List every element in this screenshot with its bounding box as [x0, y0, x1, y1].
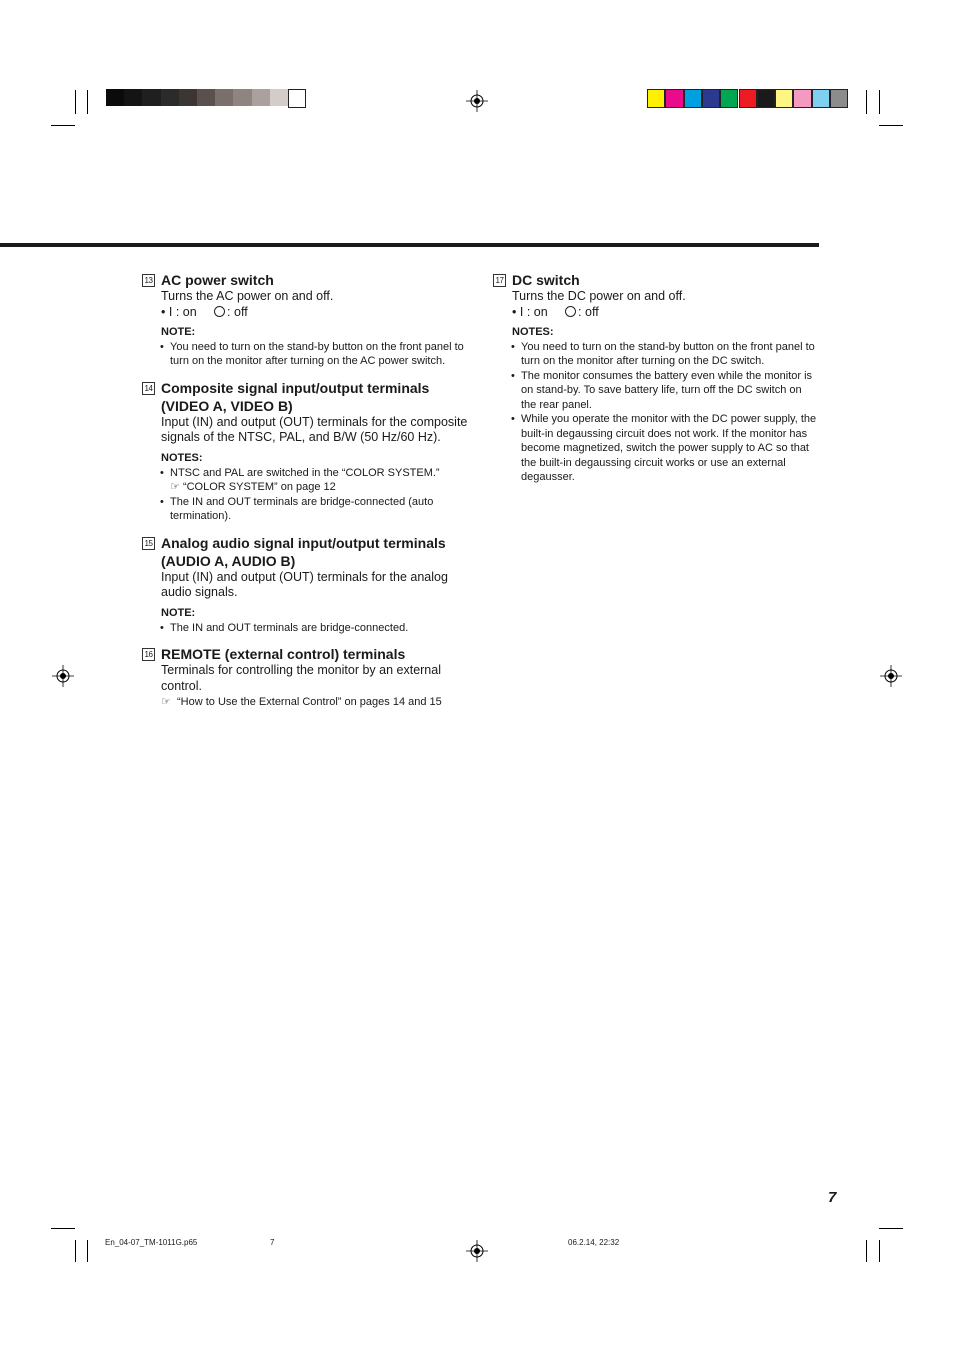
off-circle-icon	[214, 306, 225, 317]
page-number: 7	[828, 1189, 837, 1206]
note-text: NTSC and PAL are switched in the “COLOR SYSTEM.”	[170, 466, 440, 479]
color-swatch	[106, 89, 124, 106]
section-body: Terminals for controlling the monitor by an external control.	[161, 663, 441, 693]
item-number-icon: 16	[142, 648, 155, 661]
heading-text: AC power switch	[161, 272, 274, 288]
heading-text: Analog audio signal input/output terminals (AUDIO A, AUDIO B)	[161, 534, 446, 569]
crop-mark	[879, 1228, 903, 1229]
note-item: • The monitor consumes the battery even while the monitor is on stand-by. To save battery life, turn off the DC switch on the rear panel.	[521, 369, 819, 413]
registration-mark-icon	[52, 665, 74, 687]
color-swatch	[161, 89, 179, 106]
reference-link[interactable]: “COLOR SYSTEM” on page 12	[182, 481, 336, 493]
on-off-legend	[493, 305, 823, 320]
off-label: : off	[578, 304, 599, 319]
color-swatch	[215, 89, 233, 106]
section-remote-terminals	[142, 645, 472, 710]
section-heading	[493, 271, 823, 289]
section-heading	[142, 379, 472, 415]
section-body: Input (IN) and output (OUT) terminals for the composite signals of the NTSC, PAL, and B/W (50 Hz/60 Hz).	[161, 414, 468, 444]
color-swatch	[197, 89, 215, 106]
note-list	[142, 466, 472, 524]
right-column	[493, 271, 823, 485]
heading-text: Composite signal input/output terminals (VIDEO A, VIDEO B)	[161, 379, 430, 414]
color-swatch	[757, 89, 775, 108]
reference-line	[170, 481, 336, 493]
section-dc-switch	[493, 271, 823, 485]
on-off-legend	[142, 305, 472, 320]
section-body: Turns the DC power on and off.	[512, 289, 686, 303]
color-swatch	[665, 89, 683, 108]
color-swatch	[812, 89, 830, 108]
note-label: NOTE:	[161, 606, 196, 619]
footer-date: 06.2.14, 22:32	[568, 1238, 620, 1247]
off-label: : off	[227, 304, 248, 319]
section-audio-terminals	[142, 534, 472, 636]
heading-text: REMOTE (external control) terminals	[161, 646, 406, 662]
note-item: • You need to turn on the stand-by button on the front panel to turn on the monitor after turning on the AC power switch.	[170, 340, 472, 369]
heading-text: DC switch	[512, 272, 580, 288]
note-label: NOTE:	[161, 325, 196, 338]
crop-mark	[51, 1228, 75, 1229]
section-ac-power-switch	[142, 271, 472, 369]
color-swatch	[739, 89, 757, 108]
color-swatch	[684, 89, 702, 108]
crop-mark	[879, 125, 903, 126]
color-swatch	[270, 89, 288, 106]
bullet: •	[512, 304, 517, 319]
item-number-icon: 14	[142, 382, 155, 395]
color-swatch	[233, 89, 251, 106]
registration-mark-icon	[466, 90, 488, 112]
note-label: NOTES:	[161, 451, 203, 464]
on-label: I : on	[168, 304, 197, 319]
color-swatch	[720, 89, 738, 108]
section-body: Turns the AC power on and off.	[161, 289, 334, 303]
on-label: I : on	[519, 304, 548, 319]
note-list	[142, 621, 472, 636]
color-swatch	[647, 89, 665, 108]
reference-line	[142, 695, 472, 710]
crop-mark	[87, 1240, 88, 1262]
crop-mark	[866, 90, 867, 114]
note-list	[493, 340, 823, 485]
note-item	[170, 466, 472, 495]
color-swatch	[124, 89, 142, 106]
item-number-icon: 13	[142, 274, 155, 287]
header-rule	[0, 243, 819, 247]
color-swatch	[702, 89, 720, 108]
footer-page: 7	[270, 1238, 275, 1247]
section-body: Input (IN) and output (OUT) terminals for the analog audio signals.	[161, 569, 448, 599]
reference-hand-icon: ☞	[161, 696, 171, 708]
bullet: •	[161, 304, 166, 319]
item-number-icon: 17	[493, 274, 506, 287]
left-column	[142, 271, 472, 710]
color-swatch	[252, 89, 270, 106]
crop-mark	[87, 90, 88, 114]
color-swatch	[179, 89, 197, 106]
section-heading	[142, 271, 472, 289]
note-item: • The IN and OUT terminals are bridge-connected (auto termination).	[170, 495, 472, 524]
off-circle-icon	[565, 306, 576, 317]
color-swatch	[830, 89, 848, 108]
color-swatch	[288, 89, 306, 108]
crop-mark	[75, 1240, 76, 1262]
crop-mark	[879, 90, 880, 114]
crop-mark	[879, 1240, 880, 1262]
reference-hand-icon: ☞	[170, 481, 180, 493]
color-swatch	[775, 89, 793, 108]
registration-mark-icon	[880, 665, 902, 687]
crop-mark	[75, 90, 76, 114]
note-label: NOTES:	[512, 325, 554, 338]
section-heading	[142, 534, 472, 570]
color-swatch	[793, 89, 811, 108]
item-number-icon: 15	[142, 537, 155, 550]
section-heading	[142, 645, 472, 663]
note-item: • While you operate the monitor with the DC power supply, the built-in degaussing circuit does not work. If the monitor has become magnetized, switch the power supply to AC so that the built-in degaussing circuit works or use an external degausser.	[521, 412, 819, 485]
section-composite-terminals	[142, 379, 472, 524]
note-item: • You need to turn on the stand-by button on the front panel to turn on the monitor after turning on the DC switch.	[521, 340, 819, 369]
crop-mark	[51, 125, 75, 126]
registration-mark-icon	[466, 1240, 488, 1262]
note-list	[142, 340, 472, 369]
color-swatch	[142, 89, 160, 106]
reference-link[interactable]: “How to Use the External Control” on pages 14 and 15	[177, 696, 442, 708]
crop-mark	[866, 1240, 867, 1262]
note-item: • The IN and OUT terminals are bridge-connected.	[170, 621, 472, 636]
footer-filename: En_04-07_TM-1011G.p65	[105, 1238, 198, 1247]
